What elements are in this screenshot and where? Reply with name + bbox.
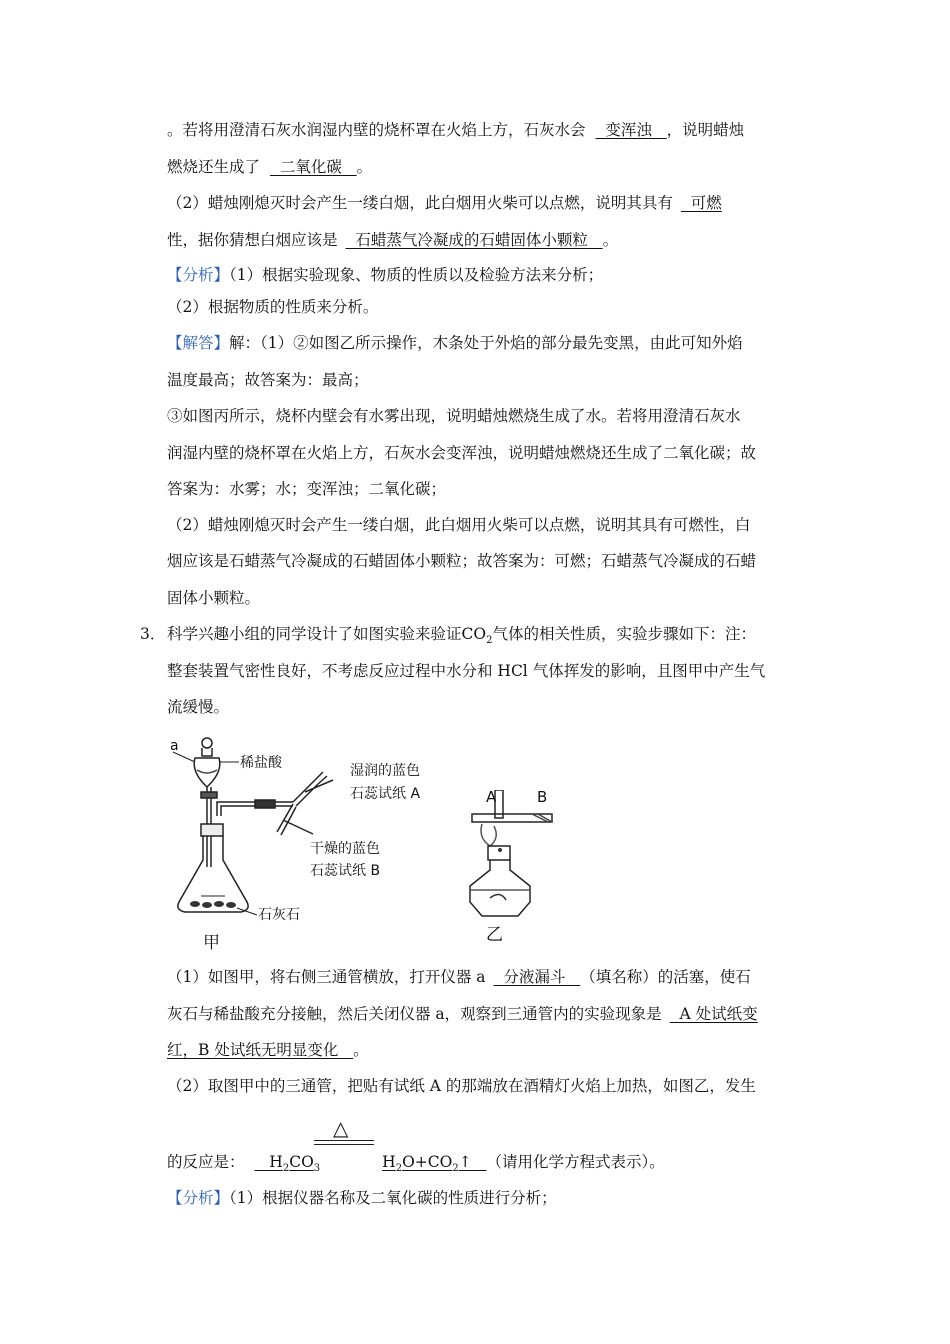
text-line: （2）根据物质的性质来分析。	[167, 298, 379, 316]
text-line: （1）如图甲，将右侧三通管横放，打开仪器 a 分液漏斗 （填名称）的活塞，使石	[167, 968, 751, 986]
label-B: B	[537, 788, 548, 806]
text-line: 燃烧还生成了 二氧化碳 。	[167, 158, 373, 176]
answer-blank: 可燃	[690, 194, 722, 212]
text-line: 润湿内壁的烧杯罩在火焰上方，石灰水会变浑浊，说明蜡烛燃烧还生成了二氧化碳；故	[167, 444, 757, 462]
question-number: 3．	[140, 625, 166, 643]
equation-bar	[314, 1144, 374, 1145]
answer-blank: $H_2CO_3$	[269, 1153, 321, 1175]
text-line: （2）蜡烛刚熄灭时会产生一缕白烟，此白烟用火柴可以点燃，说明其具有可燃性，白	[167, 516, 751, 534]
figure-caption-yi: 乙	[486, 925, 503, 945]
label-limestone: 石灰石	[258, 907, 300, 923]
text-line: 科学兴趣小组的同学设计了如图实验来验证$CO_2$气体的相关性质，实验步骤如下：注：	[167, 625, 756, 647]
heat-symbol: △	[333, 1116, 349, 1140]
answer-blank: 红，B 处试纸无明显变化	[167, 1041, 339, 1059]
text-line: （2）蜡烛刚熄灭时会产生一缕白烟，此白烟用火柴可以点燃，说明其具有 可燃	[167, 194, 722, 212]
analysis-tag: 【分析】	[167, 1189, 230, 1207]
text-line: 答案为：水雾；水；变浑浊；二氧化碳；	[167, 480, 447, 498]
equation-line: 的反应是： $H_2CO_3$ $H_2O+CO_2↑$ （请用化学方程式表示）。	[167, 1153, 665, 1175]
text-line: 整套装置气密性良好，不考虑反应过程中水分和 HCl 气体挥发的影响，且图甲中产生气	[167, 662, 766, 680]
solution-tag: 【解答】	[167, 334, 230, 352]
label-wet-paper-1: 湿润的蓝色	[350, 763, 420, 779]
answer-blank: A 处试纸变	[679, 1005, 758, 1023]
equation-bar	[314, 1140, 374, 1141]
label-a: a	[170, 738, 179, 754]
label-A: A	[486, 788, 497, 806]
analysis-tag: 【分析】	[167, 266, 230, 284]
answer-blank: 二氧化碳	[279, 158, 342, 176]
text-line: ③如图丙所示，烧杯内壁会有水雾出现，说明蜡烛燃烧生成了水。若将用澄清石灰水	[167, 407, 741, 425]
text-line: 温度最高；故答案为：最高；	[167, 371, 369, 389]
figure-caption-jia: 甲	[203, 933, 220, 953]
answer-blank: 变浑浊	[605, 121, 652, 139]
apparatus-figure-yi	[460, 790, 570, 930]
text-line: 红，B 处试纸无明显变化 。	[167, 1041, 369, 1059]
analysis-line: 【分析】（1）根据仪器名称及二氧化碳的性质进行分析；	[167, 1189, 557, 1207]
solution-line: 【解答】解：（1）②如图乙所示操作，木条处于外焰的部分最先变黑，由此可知外焰	[167, 334, 743, 352]
text-line: 流缓慢。	[167, 698, 230, 716]
answer-blank: 分液漏斗	[503, 968, 566, 986]
text-line: 固体小颗粒。	[167, 589, 261, 607]
label-acid: 稀盐酸	[240, 755, 282, 771]
label-wet-paper-2: 石蕊试纸 A	[350, 786, 421, 802]
text-line: 灰石与稀盐酸充分接触，然后关闭仪器 a，观察到三通管内的实验现象是 A 处试纸变	[167, 1005, 758, 1023]
answer-blank: $H_2O+CO_2↑$	[382, 1153, 472, 1175]
analysis-line: 【分析】（1）根据实验现象、物质的性质以及检验方法来分析；	[167, 266, 604, 284]
text-line: 烟应该是石蜡蒸气冷凝成的石蜡固体小颗粒；故答案为：可燃；石蜡蒸气冷凝成的石蜡	[167, 552, 757, 570]
label-dry-paper-1: 干燥的蓝色	[310, 841, 380, 857]
text-line: （2）取图甲中的三通管，把贴有试纸 A 的那端放在酒精灯火焰上加热，如图乙，发生	[167, 1077, 756, 1095]
text-line: 性，据你猜想白烟应该是 石蜡蒸气冷凝成的石蜡固体小颗粒 。	[167, 231, 619, 249]
text-line: 。若将用澄清石灰水润湿内壁的烧杯罩在火焰上方，石灰水会 变浑浊 ，说明蜡烛	[167, 121, 745, 139]
answer-blank: 石蜡蒸气冷凝成的石蜡固体小颗粒	[355, 231, 588, 249]
label-dry-paper-2: 石蕊试纸 B	[310, 863, 381, 879]
